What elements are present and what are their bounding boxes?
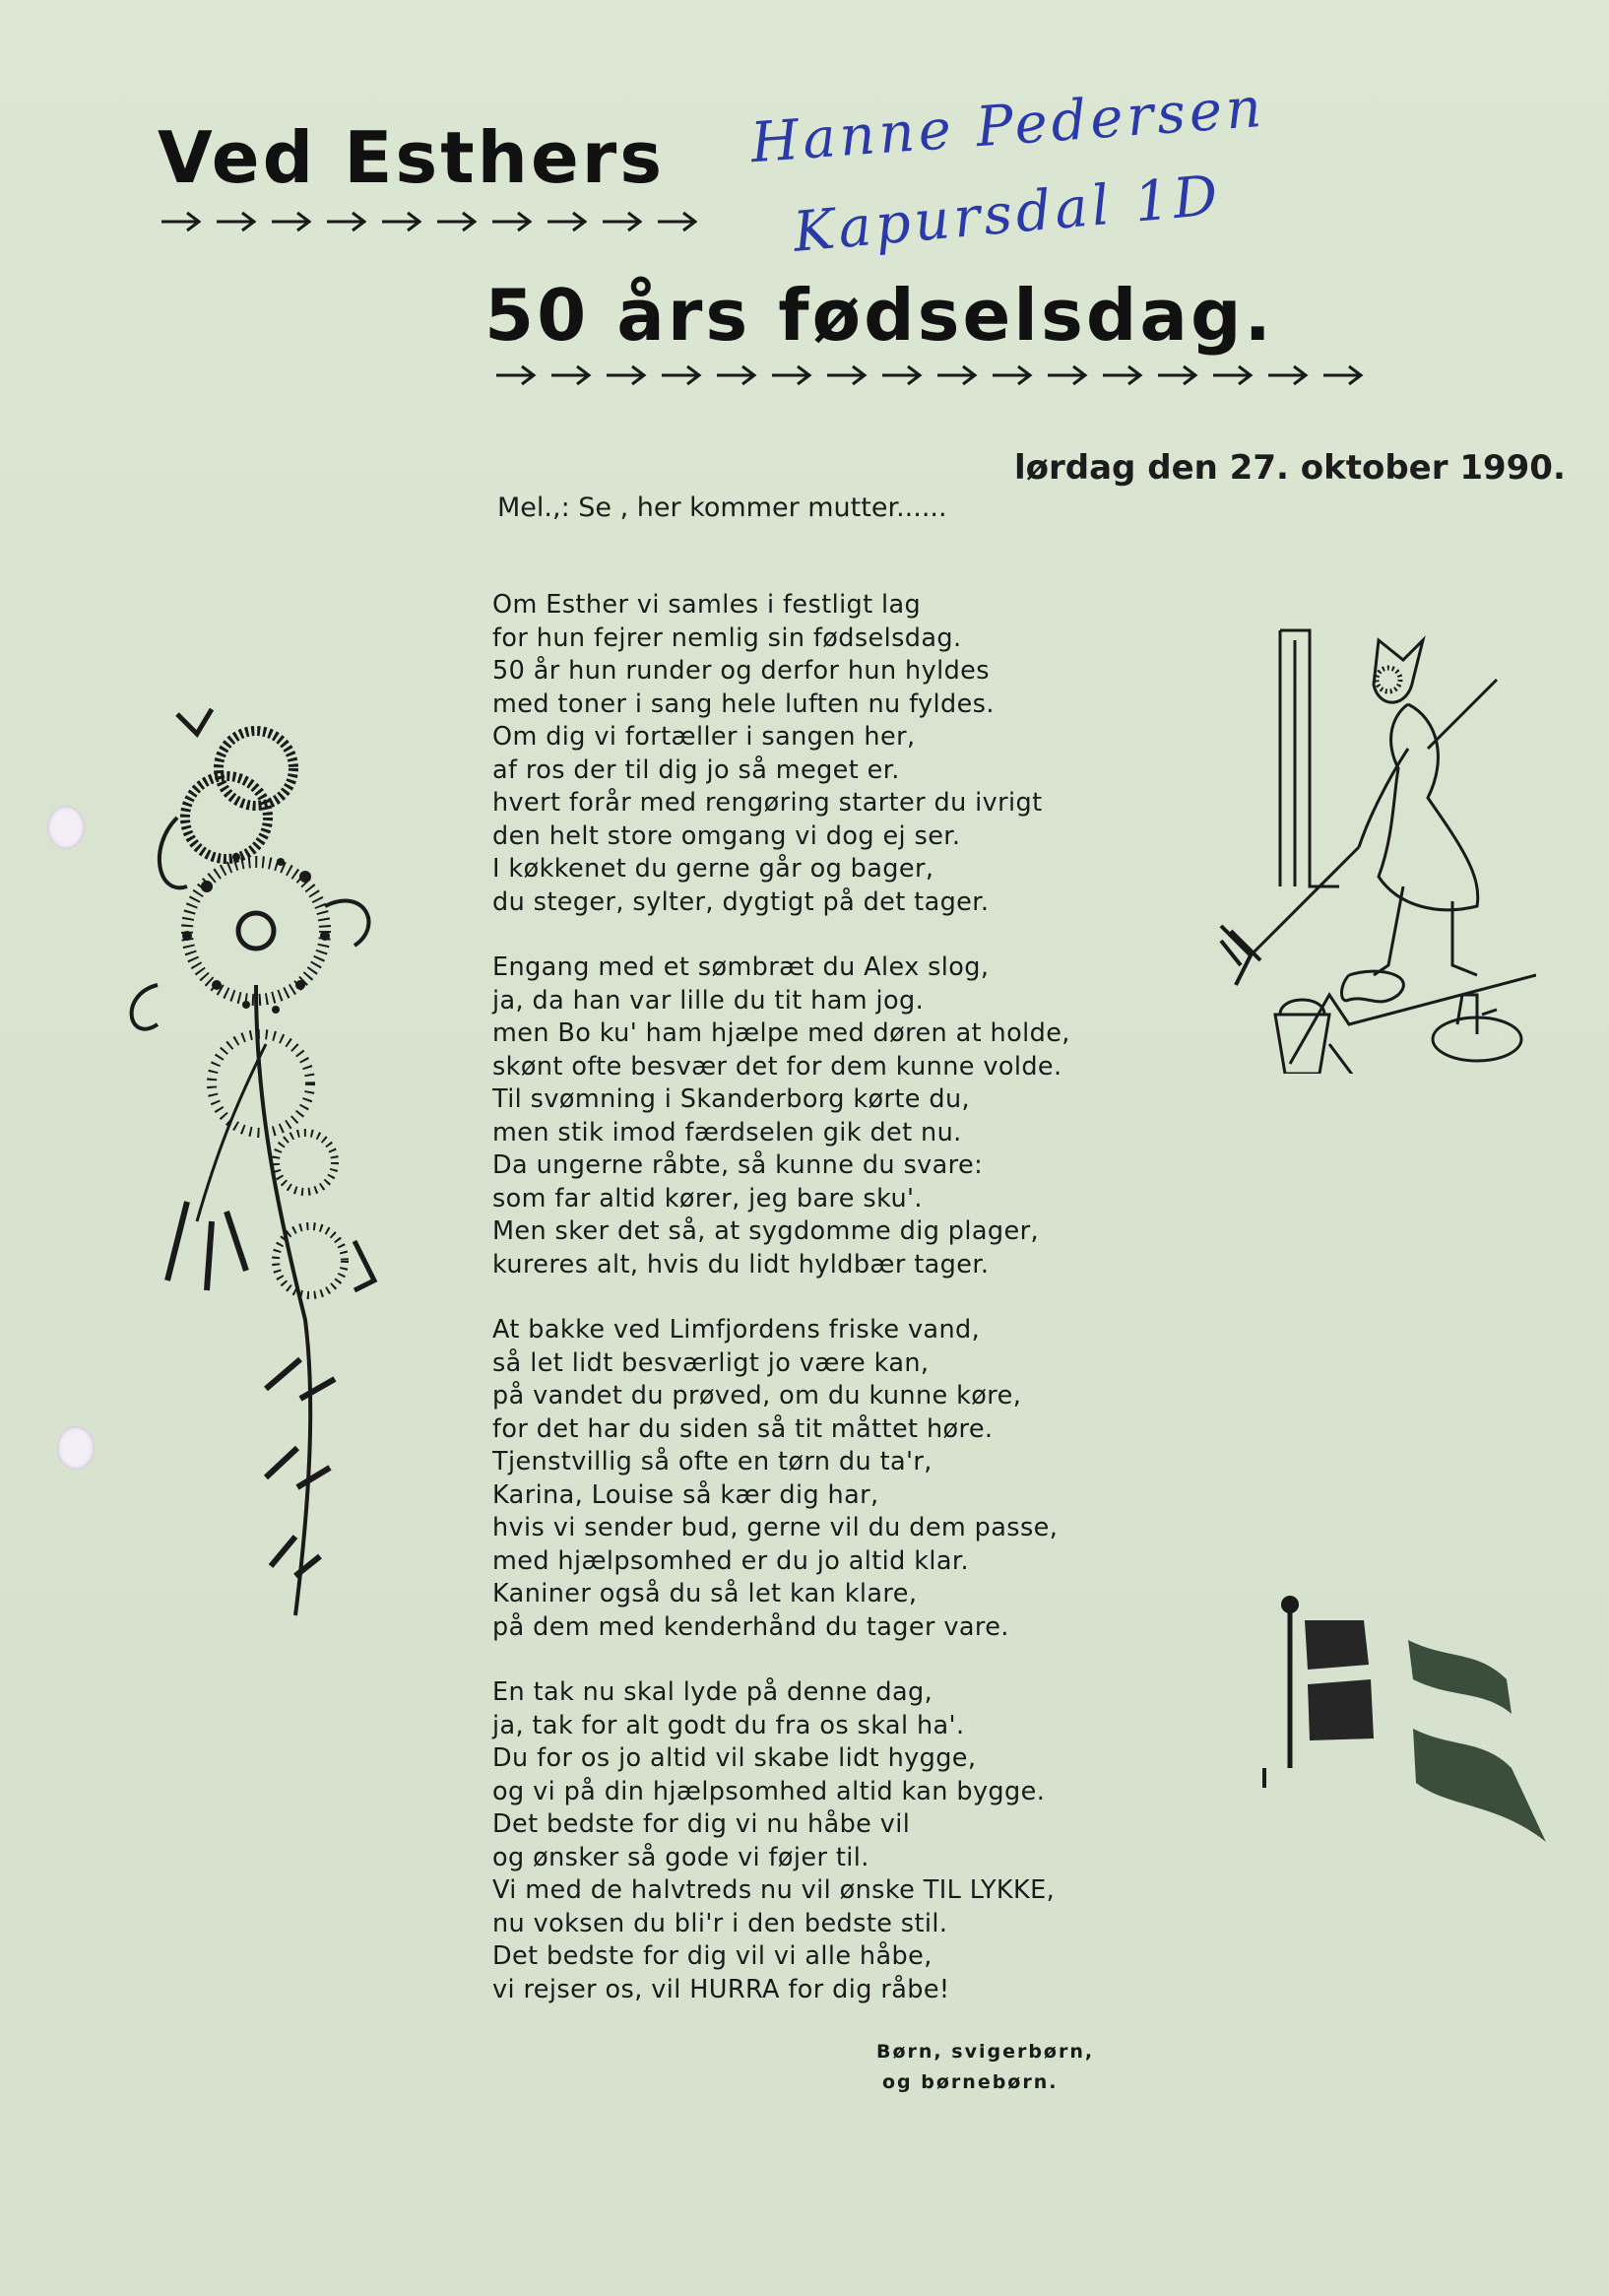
song-line: nu voksen du bli'r i den bedste stil. bbox=[492, 1908, 948, 1938]
song-line: kureres alt, hvis du lidt hyldbær tager. bbox=[492, 1249, 990, 1279]
stanza bbox=[492, 951, 1182, 1281]
song-line: skønt ofte besvær det for dem kunne volde. bbox=[492, 1051, 1062, 1082]
song-line: men stik imod færdselen gik det nu. bbox=[492, 1117, 962, 1148]
song-line: Vi med de halvtreds nu vil ønske TIL LYKKE, bbox=[492, 1875, 1056, 1905]
song-line: med toner i sang hele luften nu fyldes. bbox=[492, 689, 995, 719]
song-line: for hun fejrer nemlig sin fødselsdag. bbox=[492, 623, 962, 653]
stanza bbox=[492, 1676, 1182, 2006]
song-line: vi rejser os, vil HURRA for dig råbe! bbox=[492, 1974, 950, 2004]
song-line: Karina, Louise så kær dig har, bbox=[492, 1479, 879, 1510]
stanza bbox=[492, 589, 1182, 919]
song-line: du steger, sylter, dygtigt på det tager. bbox=[492, 886, 990, 917]
song-line: Engang med et sømbræt du Alex slog, bbox=[492, 952, 990, 982]
song-line: Til svømning i Skanderborg kørte du, bbox=[492, 1084, 971, 1114]
song-line: men Bo ku' ham hjælpe med døren at holde, bbox=[492, 1018, 1070, 1048]
song-line: En tak nu skal lyde på denne dag, bbox=[492, 1677, 933, 1707]
handwritten-address: Kapursdal 1D bbox=[790, 164, 1225, 265]
song-line: Tjenstvillig så ofte en tørn du ta'r, bbox=[492, 1447, 933, 1476]
cleaning-woman-illustration bbox=[1182, 601, 1536, 1074]
song-line: Da ungerne råbte, så kunne du svare: bbox=[492, 1150, 984, 1180]
punch-hole-top bbox=[47, 806, 85, 849]
song-line: så let lidt besværligt jo være kan, bbox=[492, 1347, 930, 1378]
punch-hole-bottom bbox=[57, 1426, 95, 1470]
song-line: og ønsker så gode vi føjer til. bbox=[492, 1842, 869, 1872]
stanza bbox=[492, 1314, 1182, 1644]
flower-illustration bbox=[118, 689, 414, 1635]
song-line: den helt store omgang vi dog ej ser. bbox=[492, 820, 961, 851]
melody-note: Mel.,: Se , her kommer mutter...... bbox=[497, 492, 947, 523]
handwritten-name: Hanne Pedersen bbox=[748, 75, 1267, 176]
signature-line-2: og børnebørn. bbox=[882, 2071, 1059, 2093]
song-line: og vi på din hjælpsomhed altid kan bygge. bbox=[492, 1776, 1046, 1806]
title-line-2: 50 års fødselsdag. bbox=[484, 274, 1274, 357]
song-line: Det bedste for dig vi nu håbe vil bbox=[492, 1809, 911, 1839]
song-line: hvis vi sender bud, gerne vil du dem passe, bbox=[492, 1513, 1059, 1542]
song-line: hvert forår med rengøring starter du ivrigt bbox=[492, 788, 1043, 818]
arrow-row-2 bbox=[492, 361, 1379, 390]
song-line: af ros der til dig jo så meget er. bbox=[492, 754, 900, 785]
song-text bbox=[492, 589, 1182, 2039]
song-line: Du for os jo altid vil skabe lidt hygge, bbox=[492, 1743, 977, 1773]
song-line: på vandet du prøved, om du kunne køre, bbox=[492, 1381, 1022, 1410]
song-line: I køkkenet du gerne går og bager, bbox=[492, 854, 934, 884]
song-line: Kaniner også du så let kan klare, bbox=[492, 1579, 918, 1608]
song-line: 50 år hun runder og derfor hun hyldes bbox=[492, 656, 990, 686]
song-line: Men sker det så, at sygdomme dig plager, bbox=[492, 1216, 1039, 1246]
title-line-1: Ved Esthers bbox=[158, 116, 666, 199]
signature-line-1: Børn, svigerbørn, bbox=[876, 2041, 1095, 2063]
song-line: som far altid kører, jeg bare sku'. bbox=[492, 1183, 923, 1214]
song-line: Om Esther vi samles i festligt lag bbox=[492, 590, 922, 620]
arrow-row-1 bbox=[158, 207, 729, 236]
song-line: At bakke ved Limfjordens friske vand, bbox=[492, 1315, 981, 1345]
danish-flag-illustration bbox=[1251, 1591, 1556, 1867]
song-line: ja, tak for alt godt du fra os skal ha'. bbox=[492, 1710, 965, 1740]
song-line: Om dig vi fortæller i sangen her, bbox=[492, 722, 916, 752]
song-line: med hjælpsomhed er du jo altid klar. bbox=[492, 1545, 969, 1576]
song-line: for det har du siden så tit måttet høre. bbox=[492, 1413, 994, 1444]
song-line: Det bedste for dig vil vi alle håbe, bbox=[492, 1941, 933, 1971]
song-line: på dem med kenderhånd du tager vare. bbox=[492, 1611, 1009, 1642]
event-date: lørdag den 27. oktober 1990. bbox=[1014, 448, 1566, 488]
song-line: ja, da han var lille du tit ham jog. bbox=[492, 985, 925, 1016]
signature bbox=[876, 2037, 1094, 2098]
